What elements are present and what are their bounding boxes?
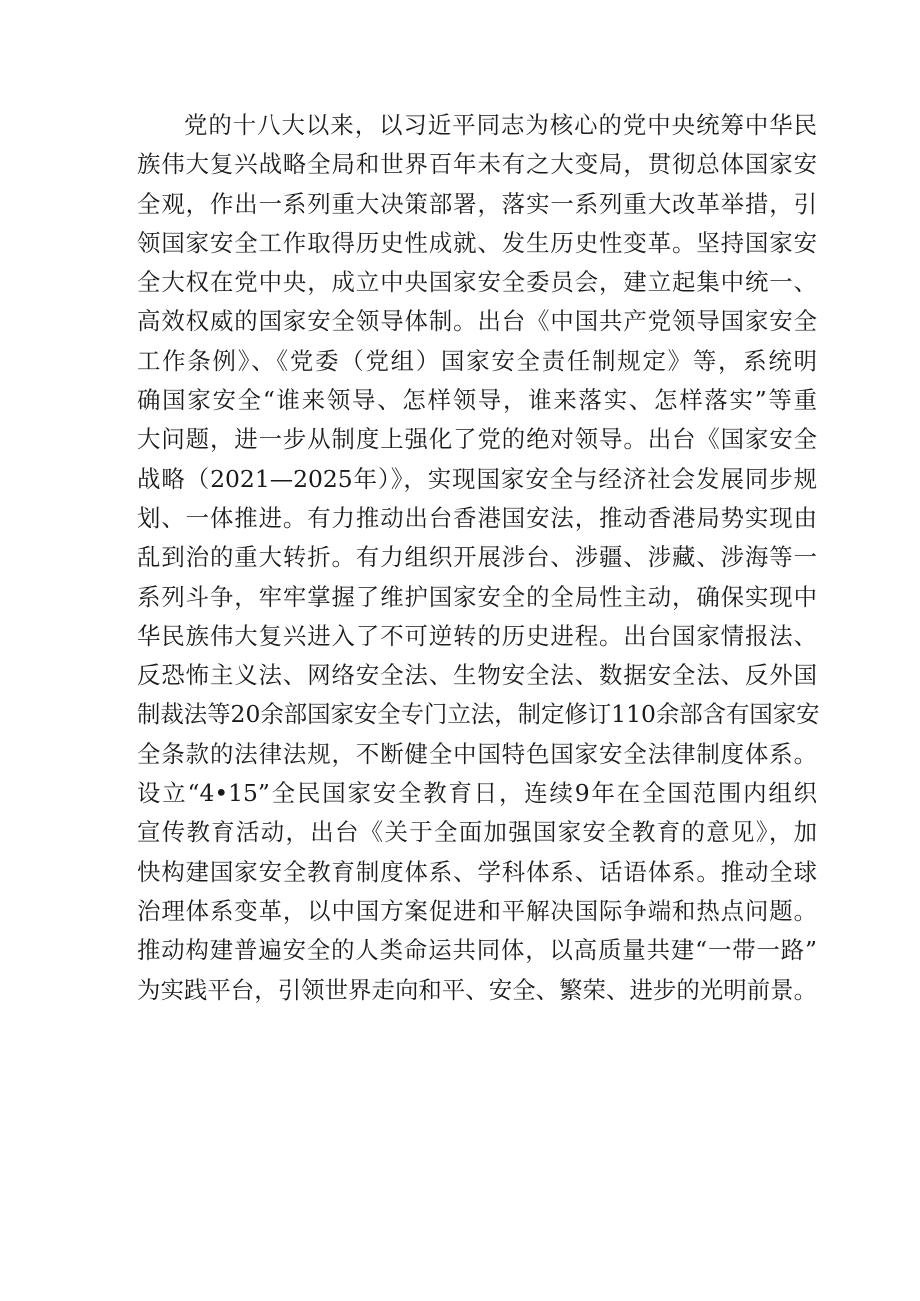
paragraph-line: 大问题，进一步从制度上强化了党的绝对领导。出台《国家安全 bbox=[137, 425, 817, 454]
paragraph-line: 全条款的法律法规，不断健全中国特色国家安全法律制度体系。 bbox=[137, 739, 817, 768]
paragraph-line: 划、一体推进。有力推动出台香港国安法，推动香港局势实现由 bbox=[137, 503, 817, 532]
paragraph-line: 制裁法等20余部国家安全专门立法，制定修订110余部含有国家安 bbox=[137, 700, 820, 729]
paragraph-line: 党的十八大以来，以习近平同志为核心的党中央统筹中华民 bbox=[184, 111, 817, 139]
paragraph-line: 工作条例》、《党委（党组）国家安全责任制规定》等，系统明 bbox=[137, 346, 817, 375]
paragraph-line: 全大权在党中央，成立中央国家安全委员会，建立起集中统一、 bbox=[137, 268, 817, 297]
paragraph-line: 族伟大复兴战略全局和世界百年未有之大变局，贯彻总体国家安 bbox=[137, 150, 817, 179]
paragraph-line: 反恐怖主义法、网络安全法、生物安全法、数据安全法、反外国 bbox=[137, 661, 817, 690]
paragraph-line: 确国家安全“谁来领导、怎样领导，谁来落实、怎样落实”等重 bbox=[137, 386, 817, 415]
paragraph-line: 乱到治的重大转折。有力组织开展涉台、涉疆、涉藏、涉海等一 bbox=[137, 543, 817, 572]
paragraph-line: 高效权威的国家安全领导体制。出台《中国共产党领导国家安全 bbox=[137, 307, 817, 336]
paragraph-line: 宣传教育活动，出台《关于全面加强国家安全教育的意见》，加 bbox=[137, 818, 817, 847]
paragraph-line: 领国家安全工作取得历史性成就、发生历史性变革。坚持国家安 bbox=[137, 228, 817, 257]
paragraph-line: 治理体系变革，以中国方案促进和平解决国际争端和热点问题。 bbox=[137, 896, 817, 925]
paragraph-line: 战略（2021—2025年）》，实现国家安全与经济社会发展同步规 bbox=[137, 464, 817, 493]
paragraph-line: 推动构建普遍安全的人类命运共同体，以高质量共建“一带一路” bbox=[137, 936, 817, 965]
paragraph-line: 华民族伟大复兴进入了不可逆转的历史进程。出台国家情报法、 bbox=[137, 621, 817, 650]
paragraph-line: 全观，作出一系列重大决策部署，落实一系列重大改革举措，引 bbox=[137, 189, 817, 218]
paragraph-line: 设立“4•15”全民国家安全教育日，连续9年在全国范围内组织 bbox=[137, 779, 817, 808]
paragraph-line: 为实践平台，引领世界走向和平、安全、繁荣、进步的光明前景。 bbox=[137, 975, 817, 1004]
paragraph-line: 系列斗争，牢牢掌握了维护国家安全的全局性主动，确保实现中 bbox=[137, 582, 817, 611]
paragraph-line: 快构建国家安全教育制度体系、学科体系、话语体系。推动全球 bbox=[137, 857, 817, 886]
body-paragraph bbox=[137, 106, 820, 1010]
